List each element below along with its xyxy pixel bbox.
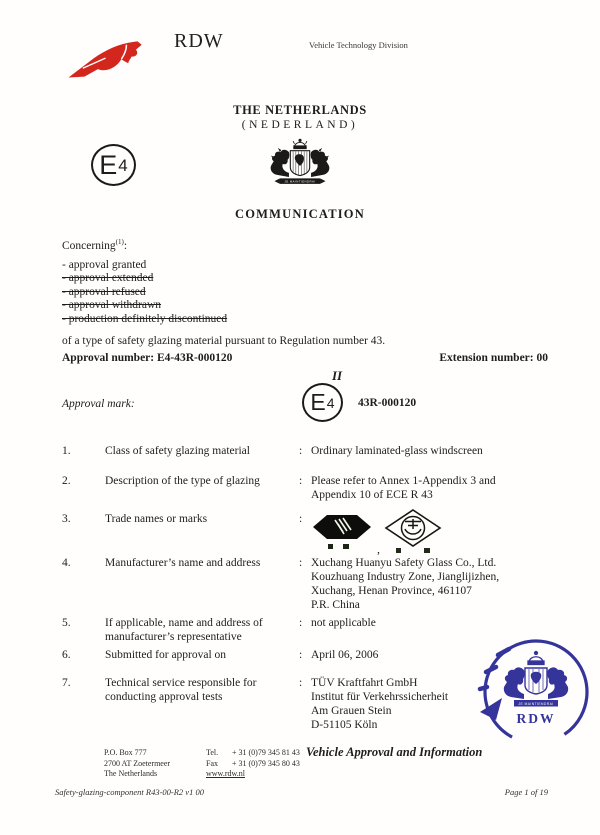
item-row-6: 6. Submitted for approval on : April 06, 2006	[62, 649, 379, 661]
fax-value: + 31 (0)79 345 80 43	[232, 758, 300, 768]
extension-number: Extension number: 00	[439, 352, 548, 364]
country-title: THE NETHERLANDS	[233, 103, 367, 117]
item-row-1: 1. Class of safety glazing material : Ordinary laminated-glass windscreen	[62, 445, 483, 457]
subject-line: of a type of safety glazing material pursuant to Regulation number 43.	[62, 335, 386, 348]
huanyu-diamond-trademark-icon	[384, 508, 442, 554]
option-production-discontinued: - production definitely discontinued	[62, 312, 228, 325]
rdw-website-link: www.rdw.nl	[206, 769, 245, 778]
dutch-coat-of-arms-icon	[262, 138, 338, 198]
item-row-3: 3. Trade names or marks : ,	[62, 512, 548, 554]
approval-number-row	[62, 352, 548, 364]
trademark-separator: ,	[377, 542, 380, 556]
option-approval-extended: - approval extended	[62, 272, 154, 285]
footer-contact	[206, 748, 300, 780]
page-number: Page 1 of 19	[504, 787, 548, 797]
footer-department: Vehicle Approval and Information	[306, 745, 483, 759]
svg-text:JE MAINTIENDRAI: JE MAINTIENDRAI	[518, 702, 554, 706]
tel-value: + 31 (0)79 345 81 43	[232, 748, 300, 757]
approval-mark-graphic	[300, 368, 470, 432]
item-row-2: 2. Description of the type of glazing : Please refer to Annex 1-Appendix 3 and Appendix 10 of ECE R 43	[62, 475, 496, 501]
footer-address: P.O. Box 777 2700 AT Zoetermeer The Netherlands	[104, 748, 171, 778]
concerning-heading: Concerning$^{(1)}$:	[62, 238, 128, 252]
approval-mark-label: Approval mark:	[62, 398, 135, 410]
item-row-7: 7. Technical service responsible for conducting approval tests : TÜV Kraftfahrt GmbH Institut für Verkehrssicherheit Am Grauen Stein D-51105 Köln	[62, 677, 449, 731]
option-approval-refused: - approval refused	[62, 285, 146, 298]
country-native-title: (NEDERLAND)	[241, 119, 359, 131]
document-reference: Safety-glazing-component R43-00-R2 v1 00	[55, 787, 204, 797]
tel-label: Tel.	[206, 748, 219, 757]
concerning-section	[62, 238, 385, 347]
footnote-marker: (1)	[115, 238, 124, 246]
division-title: Vehicle Technology Division	[309, 40, 408, 50]
title-block	[0, 103, 600, 222]
rdw-bird-logo-icon	[66, 30, 150, 88]
roman-numeral-ii: II	[332, 368, 343, 383]
trademark-logos	[311, 508, 548, 554]
approval-number: Approval number: E4-43R-000120	[62, 352, 233, 364]
approval-options-list	[62, 259, 385, 327]
svg-text:JE MAINTIENDRAI: JE MAINTIENDRAI	[284, 179, 316, 184]
huanyu-hexagon-trademark-icon	[311, 512, 373, 554]
svg-text:RDW: RDW	[516, 711, 556, 726]
rdw-wordmark: RDW	[174, 30, 224, 52]
item-row-4: 4. Manufacturer’s name and address : Xuchang Huanyu Safety Glass Co., Ltd. Kouzhuang Industry Zone, Jianglijizhen, Xuchang, Henan Province, 461107 P.R. China	[62, 557, 500, 611]
rdw-blue-stamp-icon	[472, 632, 596, 752]
approval-mark-code: 43R-000120	[358, 397, 417, 409]
option-approval-withdrawn: - approval withdrawn	[62, 299, 161, 312]
option-approval-granted: - approval granted	[62, 258, 147, 271]
e4-digit: 4	[118, 155, 128, 175]
fax-label: Fax	[206, 758, 218, 768]
e4-letter: E	[99, 149, 118, 180]
item-row-5: 5. If applicable, name and address of manufacturer’s representative : not applicable	[62, 617, 376, 643]
e4-approval-mark-icon: E 4	[302, 383, 343, 422]
communication-heading: COMMUNICATION	[235, 207, 365, 221]
